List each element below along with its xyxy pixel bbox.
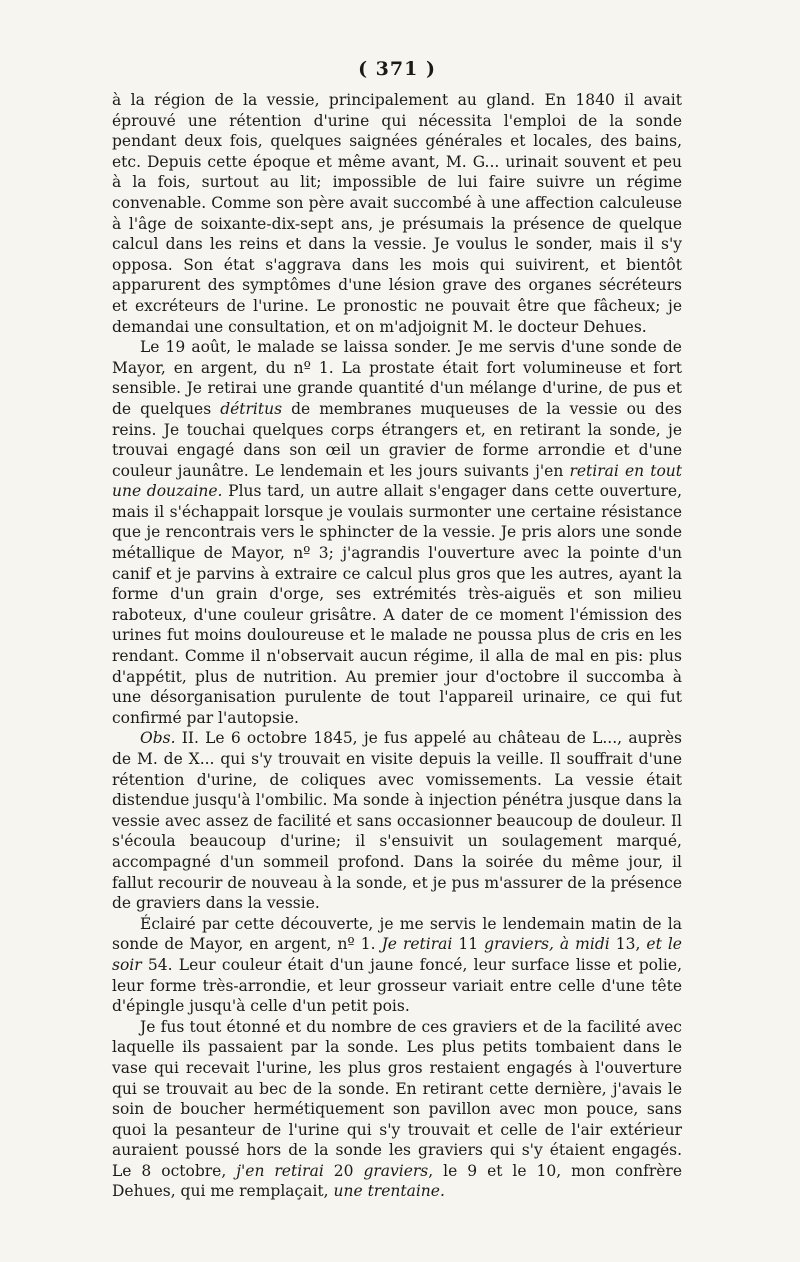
text-run: 54. Leur couleur était d'un jaune foncé, leur surface lisse et polie, leur forme très-arrondie, et leur grosseur variait entre celle d'une tête d'épingle jusqu'à celle d'un petit pois.: [112, 955, 682, 1016]
paragraph: [112, 90, 682, 337]
text-run: , le 9 et le 10, mon confrère Dehues, qui me remplaçait,: [112, 1161, 682, 1201]
paragraph: [112, 337, 682, 728]
document-page: [112, 58, 682, 1202]
text-run: Le 19 août, le malade se laissa sonder. Je me servis d'une sonde de Mayor, en argent, du nº 1. La prostate était fort volumineuse et fort sensible. Je retirai une grande quantité d'un mélange d'urine, de pus et de quelques: [112, 338, 682, 418]
italic-text: détritus: [220, 399, 283, 418]
text-run: 20: [323, 1161, 364, 1180]
page-number: ( 371 ): [358, 58, 436, 80]
italic-text: une trentaine.: [333, 1182, 445, 1201]
italic-text: graviers: [363, 1161, 429, 1180]
body-text: [112, 90, 682, 1202]
paragraph: [112, 1017, 682, 1202]
text-run: Plus tard, un autre allait s'engager dans cette ouverture, mais il s'échappait lorsque je voulais surmonter une certaine résistance que je rencontrais vers le sphincter de la vessie. Je pris alors une sonde métallique de Mayor, nº 3; j'agrandis l'ouverture avec la pointe d'un canif et je parvins à extraire ce calcul plus gros que les autres, ayant la forme d'un grain d'orge, ses extrémités très-aiguës et son milieu raboteux, d'une couleur grisâtre. A dater de ce moment l'émission des urines fut moins douloureuse et le malade ne poussa plus de cris en les rendant. Comme il n'observait aucun régime, il alla de mal en pis: plus d'appétit, plus de nutrition. Au premier jour d'octobre il succomba à une désorganisation purulente de tout l'appareil urinaire, ce qui fut confirmé par l'autopsie.: [112, 482, 682, 727]
text-run: 11: [452, 935, 485, 954]
italic-text: retirai en tout une douzaine.: [112, 461, 682, 501]
text-run: de membranes muqueuses de la vessie ou des reins. Je touchai quelques corps étrangers et, en retirant la sonde, je trouvai engagé dans son œil un gravier de forme arrondie et d'une couleur jaunâtre. Le lendemain et les jours suivants j'en: [112, 399, 682, 480]
text-run: Je fus tout étonné et du nombre de ces graviers et de la facilité avec laquelle ils passaient par la sonde. Les plus petits tombaient dans le vase qui recevait l'urine, les plus gros restaient engagés à l'ouverture qui se trouvait au bec de la sonde. En retirant cette dernière, j'avais le soin de boucher hermétiquement son pavillon avec mon pouce, sans quoi la pesanteur de l'urine qui s'y trouvait et celle de l'air extérieur auraient poussé hors de la sonde les graviers qui s'y étaient engagés. Le 8 octobre,: [112, 1017, 682, 1180]
italic-text: Je retirai: [381, 935, 453, 954]
italic-text: Obs.: [140, 729, 176, 748]
text-run: à la région de la vessie, principalement au gland. En 1840 il avait éprouvé une rétention d'urine qui nécessita l'emploi de la sonde pendant deux fois, quelques saignées générales et locales, des bains, etc. Depuis cette époque et même avant, M. G... urinait souvent et peu à la fois, surtout au lit; impossible de lui faire suivre un régime convenable. Comme son père avait succombé à une affection calculeuse à l'âge de soixante-dix-sept ans, je présumais la présence de quelque calcul dans les reins et dans la vessie. Je voulus le sonder, mais il s'y opposa. Son état s'aggrava dans les mois qui suivirent, et bientôt apparurent des symptômes d'une lésion grave des organes sécréteurs et excréteurs de l'urine. Le pronostic ne pouvait être que fâcheux; je demandai une consultation, et on m'adjoignit M. le docteur Dehues.: [112, 91, 682, 336]
italic-text: graviers, à midi: [484, 935, 610, 954]
text-run: Éclairé par cette découverte, je me servis le lendemain matin de la sonde de Mayor, en argent, nº 1.: [112, 914, 682, 954]
paragraph: [112, 728, 682, 913]
italic-text: et le soir: [112, 935, 682, 974]
paragraph: [112, 914, 682, 1017]
text-run: 13,: [609, 935, 647, 954]
italic-text: j'en retirai: [236, 1161, 324, 1180]
text-run: II. Le 6 octobre 1845, je fus appelé au château de L..., auprès de M. de X... qui s'y trouvait en visite depuis la veille. Il souffrait d'une rétention d'urine, de coliques avec vomissements. La vessie était distendue jusqu'à l'ombilic. Ma sonde à injection pénétra jusque dans la vessie avec assez de facilité et sans occasionner beaucoup de douleur. Il s'écoula beaucoup d'urine; il s'ensuivit un soulagement marqué, accompagné d'un sommeil profond. Dans la soirée du même jour, il fallut recourir de nouveau à la sonde, et je pus m'assurer de la présence de graviers dans la vessie.: [112, 729, 682, 913]
